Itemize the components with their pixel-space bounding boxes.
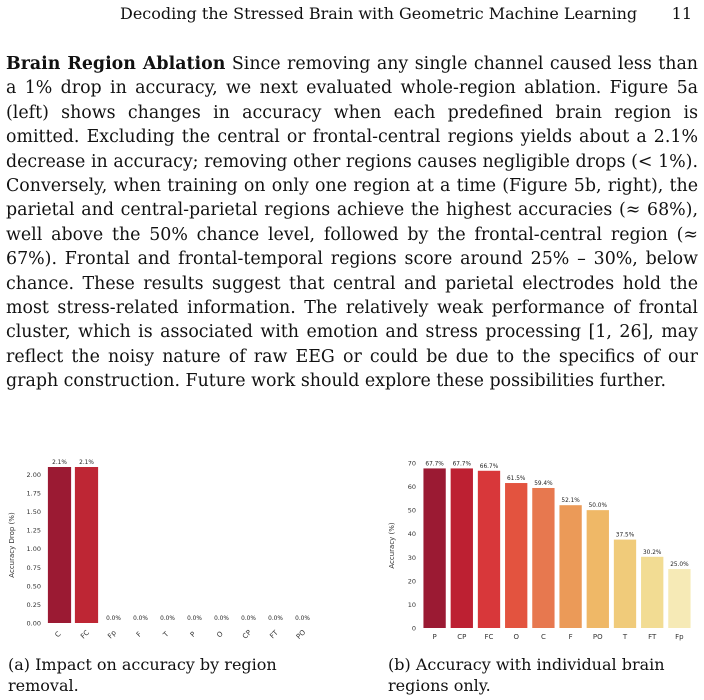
x-tick-label: CP [241, 628, 254, 641]
y-tick-label: 1.50 [26, 508, 41, 517]
bar-value-label: 30.2% [642, 549, 662, 556]
y-tick-label: 0.25 [26, 600, 41, 609]
paragraph-text: Since removing any single channel caused less than a 1% drop in accuracy, we next evaluated whole-region ablation. Figure 5a (left) shows changes in accuracy when each predefined brain region is omitted. Excluding the central or frontal-central regions yields about a 2.1% decrease in accuracy; removing other regions causes negligible drops (< 1%). Conversely, when training on only one region at a time (Figure 5b, right), the parietal and central-parietal regions achieve the highest accuracies (≈ 68%), well above the 50% chance level, followed by the frontal-central region (≈ 67%). Frontal and frontal-temporal regions score around 25% – 30%, below chance. These results suggest that central and parietal electrodes hold the most stress-related information. The relatively weak performance of frontal cluster, which is associated with emotion and stress processing [1, 26], may reflect the noisy nature of raw EEG or could be due to the specifics of our graph construction. Future work should explore these possibilities further. [6, 54, 699, 392]
x-tick-label: FC [484, 633, 494, 641]
x-tick-label: F [568, 633, 573, 641]
y-tick-label: 40 [407, 530, 416, 539]
y-tick-label: 60 [407, 483, 416, 492]
y-tick-label: 1.75 [26, 489, 41, 498]
bar [559, 505, 581, 628]
body-paragraph [6, 52, 698, 394]
x-tick-label: FT [648, 633, 657, 641]
x-tick-label: PO [592, 633, 603, 641]
x-tick-label: T [622, 633, 628, 641]
x-tick-label: P [432, 633, 437, 641]
x-tick-label: FT [268, 628, 280, 641]
y-tick-label: 1.25 [26, 526, 41, 535]
bar-value-label: 0.0% [187, 616, 202, 622]
bar-value-label: 0.0% [106, 616, 121, 622]
y-tick-label: 70 [407, 459, 416, 468]
bar [532, 488, 554, 628]
bar [75, 467, 98, 623]
bar [641, 557, 663, 628]
y-tick-label: 20 [407, 577, 416, 586]
bar-value-label: 0.0% [295, 616, 310, 622]
bar [48, 467, 71, 623]
y-tick-label: 30 [407, 553, 416, 562]
x-tick-label: CP [457, 633, 467, 641]
bar-value-label: 0.0% [160, 616, 175, 622]
bar [451, 468, 473, 628]
y-tick-label: 2.00 [26, 470, 41, 479]
bar [478, 471, 500, 628]
y-tick-label: 0.00 [26, 619, 41, 628]
bar-value-label: 66.7% [479, 463, 499, 470]
running-header [0, 4, 704, 24]
y-axis-label: Accuracy Drop (%) [8, 512, 16, 578]
page-number: 11 [671, 4, 692, 23]
x-tick-label: O [215, 629, 225, 640]
y-tick-label: 0.50 [26, 582, 41, 591]
bar [505, 483, 527, 628]
x-tick-label: FC [79, 628, 92, 641]
bar [587, 510, 609, 628]
x-tick-label: T [161, 630, 171, 639]
x-tick-label: PO [294, 628, 308, 641]
bar [614, 540, 636, 628]
bar-value-label: 25.0% [670, 562, 689, 569]
bar-value-label: 2.1% [52, 460, 67, 466]
paragraph-heading: Brain Region Ablation [6, 54, 226, 74]
bar-value-label: 0.0% [268, 616, 283, 622]
bar-value-label: 0.0% [214, 616, 229, 622]
x-tick-label: C [540, 633, 546, 641]
y-tick-label: 0.75 [26, 563, 41, 572]
bar [423, 468, 445, 628]
x-tick-label: C [53, 630, 63, 640]
x-tick-label: O [513, 633, 519, 641]
region-removal-chart [0, 450, 330, 650]
bar-value-label: 61.5% [506, 476, 526, 483]
figure-caption-b: (b) Accuracy with individual brain regions only. [388, 655, 665, 695]
x-tick-label: Fp [106, 628, 118, 641]
y-axis-label: Accuracy (%) [388, 522, 396, 569]
y-tick-label: 50 [407, 506, 416, 515]
y-tick-label: 10 [407, 600, 416, 609]
bar-value-label: 2.1% [79, 460, 94, 466]
x-tick-label: P [188, 630, 198, 639]
single-region-chart [380, 450, 700, 650]
bar-value-label: 67.7% [452, 461, 472, 468]
bar-value-label: 59.4% [534, 480, 553, 487]
bar-value-label: 50.0% [588, 503, 608, 510]
bar [668, 569, 690, 628]
y-tick-label: 0 [411, 624, 416, 633]
y-tick-label: 1.00 [26, 545, 41, 554]
bar-value-label: 67.7% [425, 461, 444, 468]
running-title: Decoding the Stressed Brain with Geometric Machine Learning [120, 4, 638, 23]
bar-value-label: 0.0% [241, 616, 256, 622]
x-tick-label: Fp [675, 633, 684, 641]
bar-value-label: 0.0% [133, 616, 148, 622]
bar-value-label: 37.5% [615, 532, 635, 539]
x-tick-label: F [134, 630, 144, 639]
figure-caption-a: (a) Impact on accuracy by region removal. [8, 655, 277, 695]
bar-value-label: 52.1% [561, 498, 580, 505]
